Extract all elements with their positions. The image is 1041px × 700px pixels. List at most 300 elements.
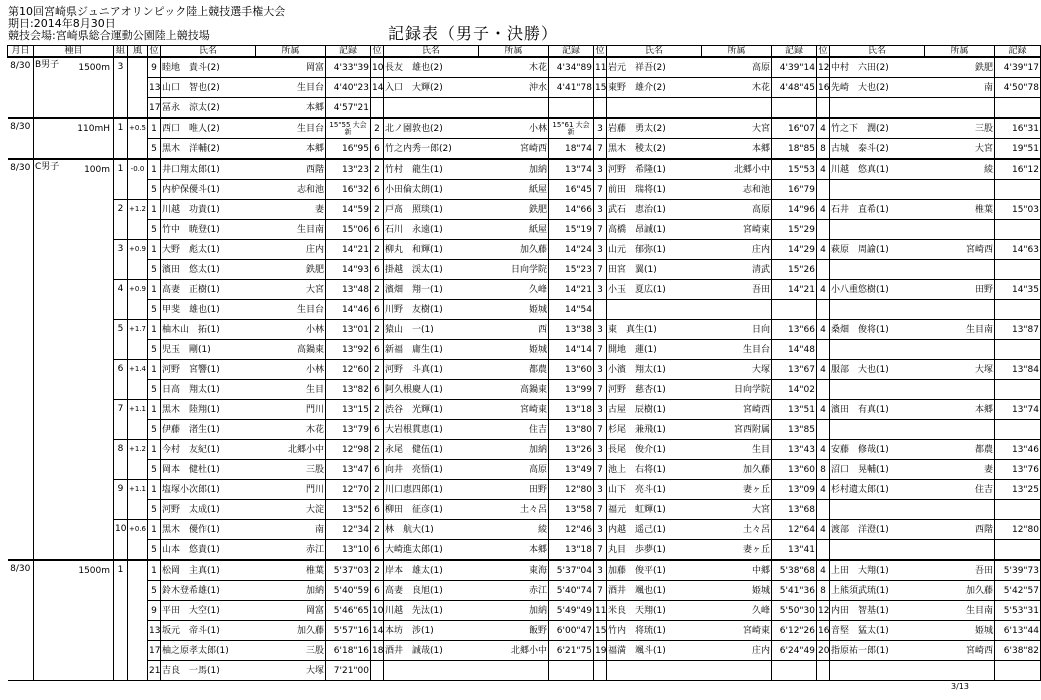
- athlete-name: 指原祐一郎(1): [830, 641, 925, 661]
- place-cell: 17: [148, 641, 161, 661]
- athlete-name: [830, 260, 925, 280]
- record-cell: 13"76: [995, 460, 1041, 480]
- athlete-name: 塩塚小次郎(1): [161, 480, 256, 500]
- athlete-affiliation: 北郷小中: [702, 159, 772, 180]
- col-affil: 所属: [925, 46, 995, 58]
- place-cell: 5: [148, 581, 161, 601]
- place-cell: 2: [371, 560, 384, 581]
- athlete-name: [830, 340, 925, 360]
- athlete-affiliation: 生目台: [256, 118, 326, 139]
- athlete-name: 長尾 俊介(1): [607, 440, 702, 460]
- place-cell: 15: [594, 621, 607, 641]
- record-cell: 6'13"44: [995, 621, 1041, 641]
- record-cell: 13"23: [326, 159, 371, 180]
- place-cell: 1: [148, 200, 161, 220]
- athlete-affiliation: 生目: [256, 380, 326, 400]
- place-cell: 1: [148, 480, 161, 500]
- athlete-affiliation: 加久藤: [925, 581, 995, 601]
- heat-number: 5: [114, 320, 128, 360]
- col-name: 氏名: [830, 46, 925, 58]
- athlete-affiliation: 高鍋東: [479, 380, 549, 400]
- athlete-affiliation: 庄内: [702, 641, 772, 661]
- athlete-affiliation: 大宮: [256, 280, 326, 300]
- athlete-affiliation: 日向学院: [479, 260, 549, 280]
- record-cell: 4'57"21: [326, 98, 371, 119]
- event-category: [35, 119, 69, 121]
- athlete-affiliation: 住吉: [479, 420, 549, 440]
- place-cell: 4: [817, 440, 830, 460]
- record-cell: 14"21: [326, 240, 371, 260]
- athlete-name: 黒木 優作(1): [161, 520, 256, 540]
- table-row: [8, 159, 1041, 180]
- place-cell: 3: [594, 440, 607, 460]
- athlete-affiliation: 姫城: [479, 340, 549, 360]
- athlete-name: [607, 300, 702, 320]
- place-cell: 1: [148, 240, 161, 260]
- place-cell: 2: [371, 240, 384, 260]
- athlete-name: 福満 颯斗(1): [607, 641, 702, 661]
- place-cell: 2: [371, 360, 384, 380]
- record-cell: 16"79: [772, 180, 817, 200]
- record-cell: 6'24"49: [772, 641, 817, 661]
- athlete-name: 萩原 周諭(1): [830, 240, 925, 260]
- place-cell: 11: [594, 57, 607, 78]
- athlete-affiliation: 本郷: [925, 400, 995, 420]
- athlete-name: 河野 太成(1): [161, 500, 256, 520]
- record-cell: 13"58: [549, 500, 594, 520]
- athlete-affiliation: 木花: [256, 420, 326, 440]
- record-cell: 12"80: [995, 520, 1041, 540]
- record-cell: 5'42"57: [995, 581, 1041, 601]
- athlete-affiliation: [925, 540, 995, 561]
- place-cell: 6: [371, 220, 384, 240]
- record-cell: 13"68: [772, 500, 817, 520]
- table-row: [8, 601, 1041, 621]
- athlete-affiliation: [479, 661, 549, 681]
- record-cell: 4'50"78: [995, 78, 1041, 98]
- record-cell: [995, 540, 1041, 561]
- heat-number: 10: [114, 520, 128, 561]
- event-distance-label: 1500m: [78, 566, 111, 576]
- athlete-affiliation: 庄内: [702, 240, 772, 260]
- place-cell: 7: [594, 220, 607, 240]
- record-cell: 13"80: [549, 420, 594, 440]
- place-cell: 4: [817, 360, 830, 380]
- place-cell: 8: [817, 460, 830, 480]
- athlete-affiliation: 南: [925, 78, 995, 98]
- record-cell: [995, 260, 1041, 280]
- record-cell: 13"67: [772, 360, 817, 380]
- record-cell: 12"60: [326, 360, 371, 380]
- wind-reading: +1.4: [128, 360, 148, 400]
- athlete-affiliation: 木花: [479, 57, 549, 78]
- athlete-name: 睦地 貴斗(2): [161, 57, 256, 78]
- athlete-affiliation: 志和池: [702, 180, 772, 200]
- athlete-name: 東 真生(1): [607, 320, 702, 340]
- record-cell: 7'21"00: [326, 661, 371, 681]
- meet-venue: 競技会場:宮崎県総合運動公園陸上競技場: [8, 29, 210, 42]
- athlete-affiliation: 都農: [479, 360, 549, 380]
- athlete-affiliation: 生目: [702, 440, 772, 460]
- col-event: 種目: [34, 46, 114, 58]
- place-cell: [594, 98, 607, 119]
- col-name: 氏名: [384, 46, 479, 58]
- place-cell: 3: [594, 200, 607, 220]
- col-name: 氏名: [607, 46, 702, 58]
- athlete-name: 河野 斗真(1): [384, 360, 479, 380]
- athlete-name: 児玉 剛(1): [161, 340, 256, 360]
- athlete-name: 川越 悠真(1): [830, 159, 925, 180]
- athlete-affiliation: 赤江: [256, 540, 326, 561]
- athlete-name: 鈴木登希雄(1): [161, 581, 256, 601]
- record-cell: [549, 661, 594, 681]
- place-cell: 6: [371, 260, 384, 280]
- record-cell: [995, 98, 1041, 119]
- athlete-name: 安藤 修哉(1): [830, 440, 925, 460]
- place-cell: 3: [594, 400, 607, 420]
- record-cell: [995, 420, 1041, 440]
- athlete-affiliation: [925, 380, 995, 400]
- place-cell: 13: [148, 621, 161, 641]
- athlete-affiliation: 田野: [925, 280, 995, 300]
- athlete-name: 田宮 翼(1): [607, 260, 702, 280]
- athlete-name: 渡部 洋澄(1): [830, 520, 925, 540]
- place-cell: 2: [371, 320, 384, 340]
- athlete-affiliation: 高鍋東: [256, 340, 326, 360]
- record-cell: 5'39"73: [995, 560, 1041, 581]
- place-cell: 15: [594, 78, 607, 98]
- record-cell: 13"10: [326, 540, 371, 561]
- athlete-affiliation: 鉄肥: [256, 260, 326, 280]
- athlete-affiliation: 清武: [702, 260, 772, 280]
- record-cell: 14"35: [995, 280, 1041, 300]
- record-cell: 14"02: [772, 380, 817, 400]
- athlete-affiliation: 生目台: [702, 340, 772, 360]
- table-row: [8, 460, 1041, 480]
- event-name: [34, 57, 70, 118]
- record-cell: 14"14: [549, 340, 594, 360]
- record-cell: 13"79: [326, 420, 371, 440]
- table-row: [8, 280, 1041, 300]
- place-cell: 18: [371, 641, 384, 661]
- place-cell: [817, 540, 830, 561]
- place-cell: 10: [371, 57, 384, 78]
- athlete-affiliation: 加久藤: [256, 621, 326, 641]
- athlete-name: 池上 右将(1): [607, 460, 702, 480]
- athlete-affiliation: 妻: [256, 200, 326, 220]
- place-cell: 2: [371, 400, 384, 420]
- athlete-affiliation: 大淀: [256, 500, 326, 520]
- record-cell: 4'48"45: [772, 78, 817, 98]
- athlete-affiliation: 沖水: [479, 78, 549, 98]
- record-cell: 14"21: [772, 280, 817, 300]
- athlete-name: 川越 先汰(1): [384, 601, 479, 621]
- place-cell: 6: [371, 139, 384, 160]
- record-cell: 13"52: [326, 500, 371, 520]
- athlete-affiliation: 大宮: [702, 500, 772, 520]
- athlete-affiliation: [702, 300, 772, 320]
- wind-reading: +1.2: [128, 200, 148, 240]
- athlete-affiliation: 加納: [256, 581, 326, 601]
- event-category: [35, 561, 69, 563]
- record-cell: 13"46: [995, 440, 1041, 460]
- place-cell: 6: [371, 460, 384, 480]
- col-record: 記録: [549, 46, 594, 58]
- table-row: [8, 641, 1041, 661]
- record-cell: [549, 98, 594, 119]
- athlete-name: 向井 亮悟(1): [384, 460, 479, 480]
- athlete-name: [830, 420, 925, 440]
- place-cell: 7: [594, 581, 607, 601]
- table-row: [8, 340, 1041, 360]
- record-cell: 14"54: [549, 300, 594, 320]
- athlete-name: 前田 瑞将(1): [607, 180, 702, 200]
- record-cell: 15"53: [772, 159, 817, 180]
- athlete-affiliation: 紙屋: [479, 220, 549, 240]
- table-row: [8, 560, 1041, 581]
- record-cell: [772, 98, 817, 119]
- event-category: B男子: [35, 60, 60, 70]
- place-cell: 21: [148, 661, 161, 681]
- athlete-name: 阿久根慶人(1): [384, 380, 479, 400]
- place-cell: [594, 300, 607, 320]
- record-cell: 14"93: [326, 260, 371, 280]
- heat-number: 8: [114, 440, 128, 480]
- table-row: [8, 440, 1041, 460]
- table-row: [8, 260, 1041, 280]
- table-row: [8, 621, 1041, 641]
- athlete-name: 古屋 辰樹(1): [607, 400, 702, 420]
- athlete-affiliation: 大塚: [702, 360, 772, 380]
- place-cell: 3: [594, 159, 607, 180]
- place-cell: 12: [817, 601, 830, 621]
- place-cell: 7: [594, 380, 607, 400]
- athlete-affiliation: 西: [479, 320, 549, 340]
- place-cell: 7: [594, 500, 607, 520]
- place-cell: 6: [371, 500, 384, 520]
- athlete-name: 柚木山 拓(1): [161, 320, 256, 340]
- table-row: [8, 420, 1041, 440]
- record-cell: 13"85: [772, 420, 817, 440]
- results-table-wrapper: [7, 45, 1041, 681]
- athlete-name: 古城 泰斗(2): [830, 139, 925, 160]
- heat-number: 3: [114, 57, 128, 118]
- record-cell: 5'53"31: [995, 601, 1041, 621]
- athlete-affiliation: 門川: [256, 400, 326, 420]
- athlete-name: 坂元 帝斗(1): [161, 621, 256, 641]
- record-cell: 13"48: [326, 280, 371, 300]
- record-cell: 19"51: [995, 139, 1041, 160]
- athlete-affiliation: 大宮: [925, 139, 995, 160]
- record-cell: 14"59: [326, 200, 371, 220]
- record-cell: 12"70: [326, 480, 371, 500]
- record-cell: 4'41"78: [549, 78, 594, 98]
- col-pos: 位: [372, 46, 382, 56]
- table-row: [8, 220, 1041, 240]
- athlete-affiliation: 吾田: [702, 280, 772, 300]
- record-cell: 15"19: [549, 220, 594, 240]
- place-cell: 8: [817, 581, 830, 601]
- athlete-name: 杉村遺太郎(1): [830, 480, 925, 500]
- athlete-affiliation: 住吉: [925, 480, 995, 500]
- event-date: 8/30: [8, 560, 34, 681]
- athlete-name: 黒木 陸翔(1): [161, 400, 256, 420]
- athlete-name: 小八重悠樹(1): [830, 280, 925, 300]
- place-cell: 4: [817, 200, 830, 220]
- athlete-name: 竹内 将琉(1): [607, 621, 702, 641]
- athlete-name: 米良 天翔(1): [607, 601, 702, 621]
- athlete-name: [607, 661, 702, 681]
- athlete-affiliation: [925, 500, 995, 520]
- record-cell: 5'38"68: [772, 560, 817, 581]
- athlete-name: 上熊須武琉(1): [830, 581, 925, 601]
- place-cell: 2: [371, 480, 384, 500]
- wind-reading: +1.2: [128, 440, 148, 480]
- athlete-name: 岩元 祥吾(2): [607, 57, 702, 78]
- athlete-name: 竹之下 潤(2): [830, 118, 925, 139]
- athlete-name: 高妻 正樹(1): [161, 280, 256, 300]
- athlete-name: 永尾 健伍(1): [384, 440, 479, 460]
- record-cell: 4'39"17: [995, 57, 1041, 78]
- table-row: [8, 520, 1041, 540]
- athlete-name: 大野 彪太(1): [161, 240, 256, 260]
- table-row: [8, 139, 1041, 160]
- athlete-affiliation: [925, 300, 995, 320]
- athlete-affiliation: 加納: [479, 601, 549, 621]
- event-name: [34, 560, 70, 681]
- record-cell: 13"49: [549, 460, 594, 480]
- event-date: 8/30: [8, 159, 34, 560]
- place-cell: 7: [594, 460, 607, 480]
- table-row: [8, 78, 1041, 98]
- heat-number: 1: [114, 159, 128, 200]
- record-cell: 5'57"16: [326, 621, 371, 641]
- record-cell: 5'46"65: [326, 601, 371, 621]
- record-cell: 16"45: [549, 180, 594, 200]
- athlete-affiliation: [479, 98, 549, 119]
- place-cell: 7: [594, 139, 607, 160]
- place-cell: 4: [817, 240, 830, 260]
- athlete-affiliation: 生目南: [256, 220, 326, 240]
- athlete-affiliation: 小林: [479, 118, 549, 139]
- athlete-name: 河野 宮響(1): [161, 360, 256, 380]
- page-title: 記録表（男子・決勝）: [388, 24, 559, 43]
- heat-number: 4: [114, 280, 128, 320]
- athlete-affiliation: [925, 220, 995, 240]
- col-record: 記録: [995, 46, 1041, 58]
- athlete-name: 井口翔太郎(1): [161, 159, 256, 180]
- athlete-name: 伊藤 渚生(1): [161, 420, 256, 440]
- record-cell: [995, 340, 1041, 360]
- wind-reading: +0.9: [128, 280, 148, 320]
- record-cell: [995, 380, 1041, 400]
- athlete-affiliation: 鉄肥: [479, 200, 549, 220]
- athlete-name: 大岩根貫恵(1): [384, 420, 479, 440]
- event-distance-label: 110mH: [77, 124, 111, 134]
- record-cell: 13"84: [995, 360, 1041, 380]
- athlete-affiliation: 志和池: [256, 180, 326, 200]
- athlete-name: 石川 永遠(1): [384, 220, 479, 240]
- athlete-affiliation: 岡富: [256, 601, 326, 621]
- record-cell: 18"85: [772, 139, 817, 160]
- wind-reading: -0.0: [128, 159, 148, 200]
- place-cell: 16: [817, 621, 830, 641]
- athlete-affiliation: 加納: [479, 159, 549, 180]
- col-affil: 所属: [479, 46, 549, 58]
- athlete-affiliation: 宮崎西: [702, 400, 772, 420]
- athlete-name: [830, 380, 925, 400]
- athlete-affiliation: 木花: [702, 78, 772, 98]
- record-cell: [995, 300, 1041, 320]
- athlete-affiliation: 高原: [702, 200, 772, 220]
- record-cell: [995, 661, 1041, 681]
- athlete-affiliation: 東海: [479, 560, 549, 581]
- athlete-affiliation: 宮崎西: [479, 139, 549, 160]
- athlete-name: 岸本 雄太(1): [384, 560, 479, 581]
- record-cell: 13"99: [549, 380, 594, 400]
- record-cell: 13"09: [772, 480, 817, 500]
- athlete-name: 音堅 猛太(1): [830, 621, 925, 641]
- table-row: [8, 540, 1041, 561]
- record-cell: 13"43: [772, 440, 817, 460]
- place-cell: [817, 661, 830, 681]
- place-cell: 5: [148, 139, 161, 160]
- record-cell: 15"26: [772, 260, 817, 280]
- athlete-name: [830, 98, 925, 119]
- record-cell: 12"98: [326, 440, 371, 460]
- record-cell: 4'40"23: [326, 78, 371, 98]
- place-cell: 17: [148, 98, 161, 119]
- place-cell: 3: [594, 118, 607, 139]
- athlete-name: 柳田 征彦(1): [384, 500, 479, 520]
- athlete-name: [830, 220, 925, 240]
- wind-reading: +0.6: [128, 520, 148, 561]
- place-cell: 4: [817, 560, 830, 581]
- athlete-name: 吉良 一馬(1): [161, 661, 256, 681]
- record-cell: [995, 220, 1041, 240]
- athlete-name: [830, 540, 925, 561]
- athlete-name: 渋谷 光輝(1): [384, 400, 479, 420]
- athlete-affiliation: 都農: [925, 440, 995, 460]
- record-cell: [772, 661, 817, 681]
- athlete-name: 川越 功貴(1): [161, 200, 256, 220]
- athlete-name: 山下 亮斗(1): [607, 480, 702, 500]
- col-pos: 位: [595, 46, 605, 56]
- athlete-name: 桑畑 俊将(1): [830, 320, 925, 340]
- event-distance: [70, 560, 114, 681]
- athlete-affiliation: 宮崎東: [702, 220, 772, 240]
- athlete-affiliation: 久峰: [702, 601, 772, 621]
- place-cell: 5: [148, 500, 161, 520]
- athlete-name: [384, 661, 479, 681]
- athlete-name: 濱畑 翔一(1): [384, 280, 479, 300]
- place-cell: [817, 98, 830, 119]
- place-cell: 3: [594, 240, 607, 260]
- athlete-affiliation: 土々呂: [479, 500, 549, 520]
- record-cell: 13"60: [549, 360, 594, 380]
- athlete-affiliation: 大塚: [925, 360, 995, 380]
- athlete-affiliation: 本郷: [256, 98, 326, 119]
- col-name: 氏名: [161, 46, 256, 58]
- place-cell: 5: [148, 460, 161, 480]
- record-cell: 6'18"16: [326, 641, 371, 661]
- place-cell: 12: [817, 57, 830, 78]
- col-heat: 組: [114, 46, 128, 58]
- place-cell: 6: [371, 180, 384, 200]
- record-cell: 12"80: [549, 480, 594, 500]
- table-row: [8, 500, 1041, 520]
- athlete-affiliation: [925, 340, 995, 360]
